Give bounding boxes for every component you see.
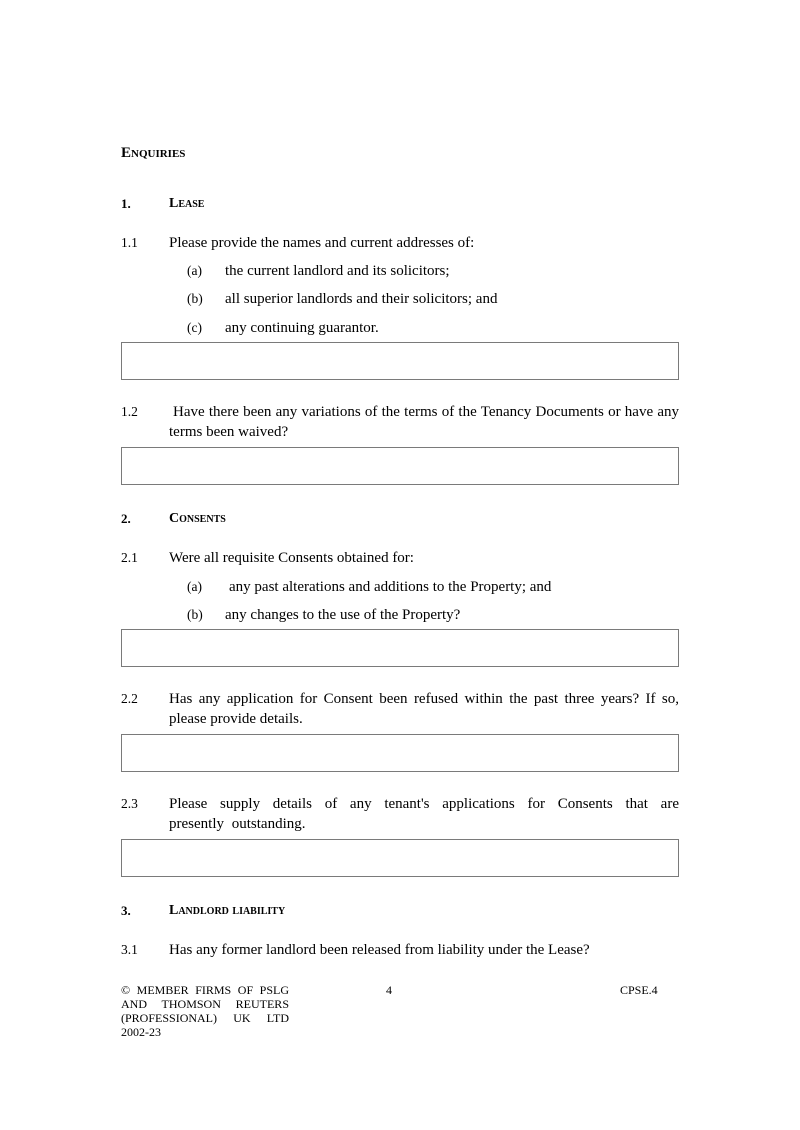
page-title: Enquiries: [121, 145, 186, 161]
list-item: the current landlord and its solicitors;: [225, 263, 450, 279]
question-number: 1.1: [121, 235, 138, 250]
section-title-lease: Lease: [169, 196, 205, 211]
item-letter: (a): [187, 263, 202, 278]
question-text: Please supply details of any tenant's applications for Consents that are presently outstanding.: [169, 796, 679, 832]
page-number: 4: [386, 983, 392, 997]
section-title-consents: Consents: [169, 511, 226, 526]
section-number: 3.: [121, 903, 131, 918]
question-number: 3.1: [121, 942, 138, 957]
list-item: any changes to the use of the Property?: [225, 607, 461, 623]
document-code: CPSE.4: [620, 983, 658, 997]
item-letter: (a): [187, 579, 202, 594]
answer-box-2-3[interactable]: [121, 839, 679, 877]
footer-copyright-line: (PROFESSIONAL) UK LTD: [121, 1011, 289, 1025]
list-item: any continuing guarantor.: [225, 320, 379, 336]
item-letter: (b): [187, 607, 203, 622]
footer-copyright-line: 2002-23: [121, 1025, 161, 1039]
question-number: 1.2: [121, 404, 138, 419]
answer-box-2-1[interactable]: [121, 629, 679, 667]
item-letter: (b): [187, 291, 203, 306]
footer-copyright: [121, 983, 289, 1039]
list-item: any past alterations and additions to the Property; and: [229, 579, 552, 595]
footer-copyright-line: © MEMBER FIRMS OF PSLG: [121, 983, 289, 997]
section-number: 2.: [121, 511, 131, 526]
answer-box-1-1[interactable]: [121, 342, 679, 380]
section-title-landlord-liability: Landlord liability: [169, 903, 286, 918]
question-text: Has any application for Consent been refused within the past three years? If so, please provide details.: [169, 691, 679, 727]
list-item: all superior landlords and their solicitors; and: [225, 291, 498, 307]
question-number: 2.3: [121, 796, 138, 811]
question-number: 2.1: [121, 550, 138, 565]
section-number: 1.: [121, 196, 131, 211]
answer-box-2-2[interactable]: [121, 734, 679, 772]
answer-box-1-2[interactable]: [121, 447, 679, 485]
question-text: Were all requisite Consents obtained for:: [169, 550, 414, 566]
question-number: 2.2: [121, 691, 138, 706]
question-text: Has any former landlord been released from liability under the Lease?: [169, 942, 590, 958]
item-letter: (c): [187, 320, 202, 335]
question-text: Have there been any variations of the terms of the Tenancy Documents or have any terms been waived?: [169, 404, 679, 440]
footer-copyright-line: AND THOMSON REUTERS: [121, 997, 289, 1011]
question-text: Please provide the names and current addresses of:: [169, 235, 475, 251]
